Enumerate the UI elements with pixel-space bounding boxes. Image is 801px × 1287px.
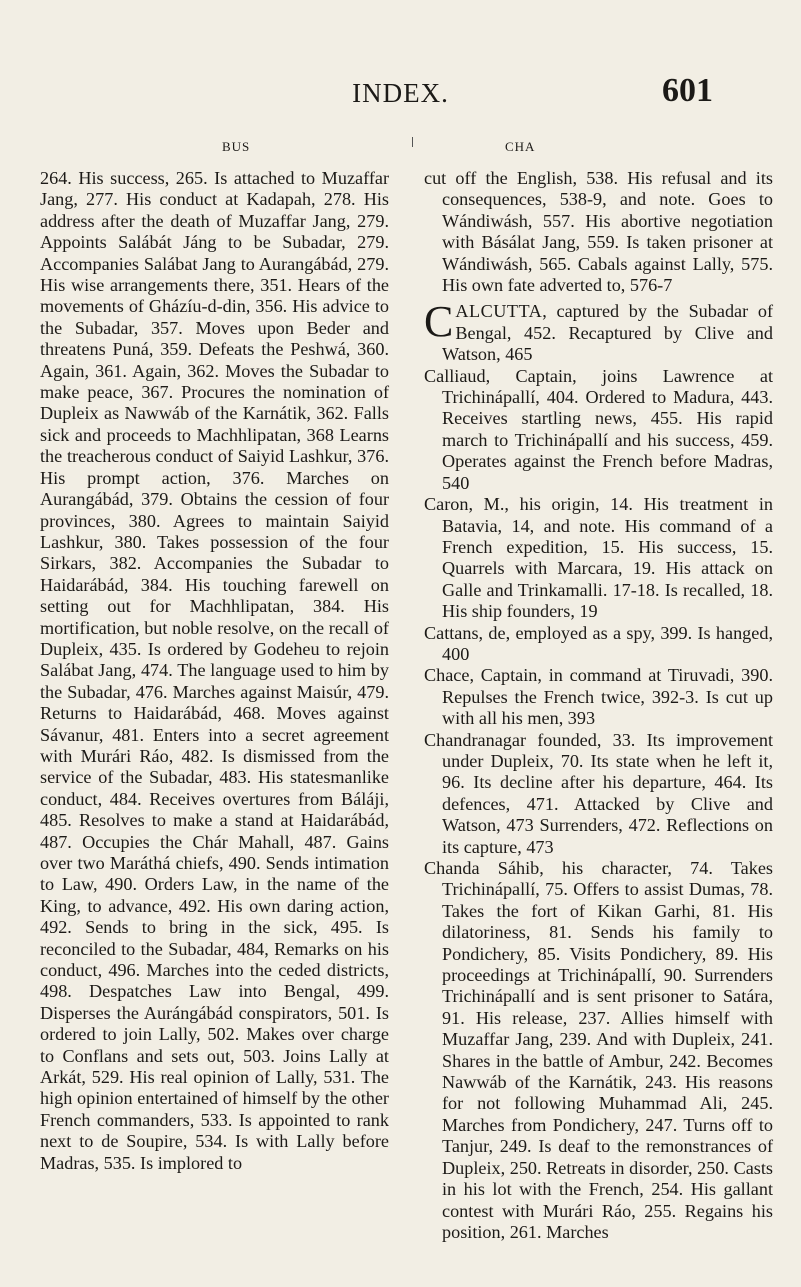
index-entry: Chace, Captain, in command at Tiruvadi, 390. Repulses the French twice, 392-3. Is cut up with all his men, 393 — [424, 665, 773, 729]
left-column — [40, 168, 389, 1174]
index-entry: Cattans, de, employed as a spy, 399. Is hanged, 400 — [424, 622, 773, 664]
index-entry: Caron, M., his origin, 14. His treatment in Batavia, 14, and note. His command of a French expedition, 15. His success, 15. Quarrels with Marcara, 19. His attack on Galle and Trinkamalli. 17-18. Is recalled, 18. His ship founders, 19 — [424, 494, 773, 622]
left-running-head: BUS — [222, 139, 251, 154]
index-entry: Calliaud, Captain, joins Lawrence at Trichinápallí, 404. Ordered to Madura, 443. Receives startling news, 455. His rapid march to Trichinápallí and his success, 459. Operates against the French before Madras, 540 — [424, 365, 773, 493]
page-title: INDEX. — [352, 78, 449, 108]
index-entry: Chanda Sáhib, his character, 74. Takes Trichinápallí, 75. Offers to assist Dumas, 78. Takes the fort of Kikan Garhi, 81. His dilatoriness, 81. Sends his family to Pondichery, 85. Visits Pondichery, 89. His proceedings at Trichinápallí, 90. Surrenders Trichinápallí and is sent prisoner to Satára, 91. His release, 237. Allies himself with Muzaffar Jang, 239. And with Dupleix, 241. Shares in the battle of Ambur, 242. Becomes Nawwáb of the Karnátik, 243. His reasons for not following Muhammad Ali, 245. Marches from Pondichery, 247. Turns off to Tanjur, 249. Is deaf to the remonstrances of Dupleix, 250. Retreats in disorder, 250. Casts in his lot with the French, 254. His gallant contest with Murári Ráo, 255. Regains his position, 261. Marches — [424, 858, 773, 1242]
index-entry-continuation: 264. His success, 265. Is attached to Muzaffar Jang, 277. His conduct at Kadapah, 278. His address after the death of Muzaffar Jang, 279. Appoints Salábát Jáng to be Subadar, 279. Accompanies Salábat Jang to Aurangábád, 279. His wise arrangements there, 351. Hears of the movements of Gházíu-d-din, 356. His advice to the Subadar, 357. Moves upon Beder and threatens Puná, 359. Defeats the Peshwá, 360. Again, 361. Again, 362. Moves the Subadar to make peace, 367. Procures the nomination of Dupleix as Nawwáb of the Karnátik, 362. Falls sick and proceeds to Machhlipatan, 368 Learns the treacherous conduct of Saiyid Lashkur, 376. His prompt action, 376. Marches on Aurangábád, 379. Obtains the cession of four provinces, 380. Agrees to maintain Saiyid Lashkur, 380. Takes possession of the four Sirkars, 382. Accompanies the Subadar to Haidarábád, 384. His touching farewell on setting out for Machhlipatan, 384. His mortification, but noble resolve, on the recall of Dupleix, 435. Is ordered by Godeheu to rejoin Salábat Jang, 474. The language used to him by the Subadar, 476. Marches against Maisúr, 479. Returns to Haidarábád, 468. Moves against Sávanur, 481. Enters into a secret agreement with Murári Ráo, 482. Is dismissed from the service of the Subadar, 483. His statesmanlike conduct, 484. Receives overtures from Báláji, 485. Resolves to make a stand at Haidarábád, 487. Occupies the Chár Mahall, 487. Gains over two Maráthá chiefs, 490. Sends intimation to Law, 490. Orders Law, in the name of the King, to advance, 492. His own daring action, 492. Sends to bring in the sick, 495. Is reconciled to the Subadar, 484, Remarks on his conduct, 496. Marches into the ceded districts, 498. Despatches Law into Bengal, 499. Disperses the Aurángábád conspirators, 501. Is ordered to join Lally, 502. Makes over charge to Conflans and sets out, 503. Joins Lally at Arkát, 529. His real opinion of Lally, 531. The high opinion entertained of himself by the other French commanders, 533. Is appointed to rank next to de Soupire, 534. Is with Lally before Madras, 535. Is implored to — [40, 168, 389, 1173]
right-column — [424, 168, 773, 1243]
drop-cap: C — [424, 297, 454, 347]
entry-text: , captured by the Subadar of Bengal, 452. Recaptured by Clive and Watson, 465 — [442, 301, 773, 365]
right-running-head: CHA — [505, 139, 536, 154]
index-entry: Chandranagar founded, 33. Its improvement under Dupleix, 70. Its state when he left it, 96. Its decline after his departure, 464. Its defences, 471. Attacked by Clive and Watson, 473 Surrenders, 472. Reflections on its capture, 473 — [424, 729, 773, 857]
index-entry-calcutta — [424, 297, 773, 365]
entry-heading: ALCUTTA — [455, 301, 543, 322]
page-number: 601 — [662, 72, 713, 109]
column-divider — [412, 137, 413, 147]
index-entry-continuation: cut off the English, 538. His refusal and its consequences, 538-9, and note. Goes to Wándiwásh, 557. His abortive negotiation with Básálat Jang, 559. Is taken prisoner at Wándiwásh, 565. Cabals against Lally, 575. His own fate adverted to, 576-7 — [424, 168, 773, 296]
